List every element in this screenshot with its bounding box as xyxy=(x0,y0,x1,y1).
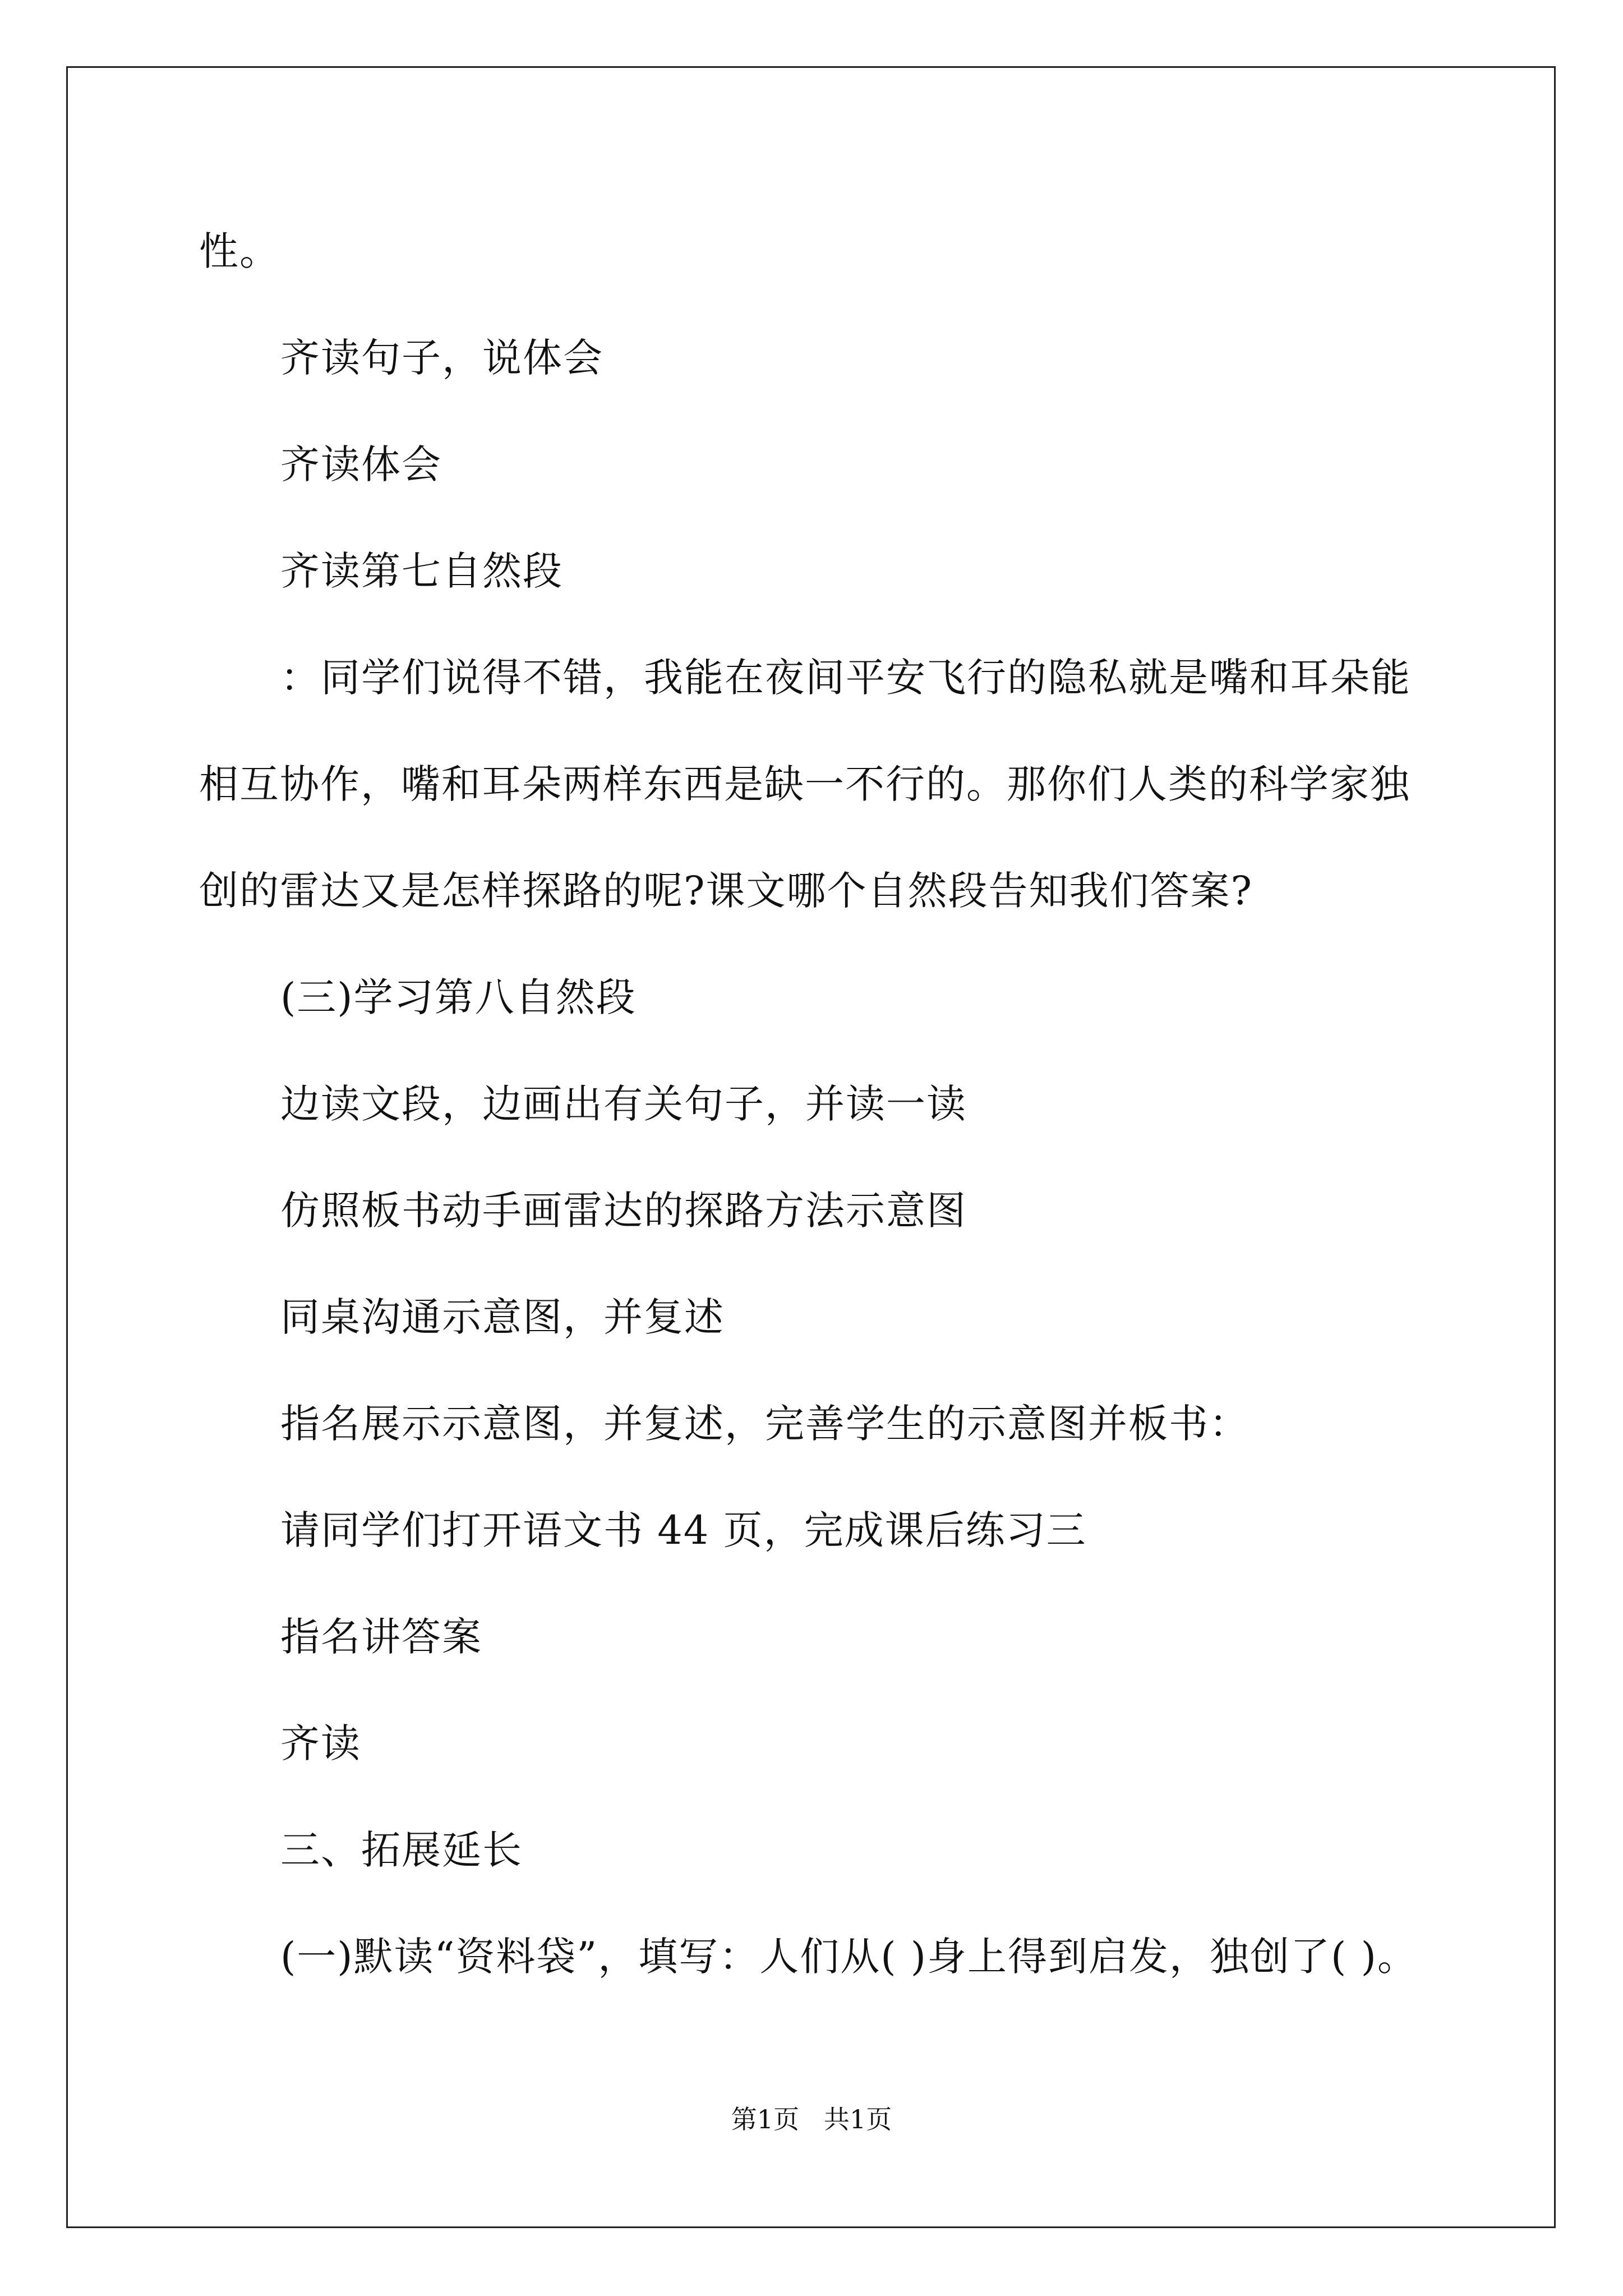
text-line: 齐读 xyxy=(280,1720,361,1766)
text-line: 齐读句子，说体会 xyxy=(280,335,603,381)
text-line: 指名讲答案 xyxy=(280,1614,482,1660)
text-line: ：同学们说得不错，我能在夜间平安飞行的隐私就是嘴和耳朵能 xyxy=(280,655,1411,701)
text-line: 仿照板书动手画雷达的探路方法示意图 xyxy=(280,1188,967,1234)
text-line: 指名展示示意图，并复述，完善学生的示意图并板书： xyxy=(280,1401,1249,1447)
text-line: 三、拓展延长 xyxy=(280,1827,523,1873)
text-line: 相互协作，嘴和耳朵两样东西是缺一不行的。那你们人类的科学家独 xyxy=(199,761,1410,807)
text-line: 同桌沟通示意图，并复述 xyxy=(280,1294,725,1340)
text-line: 齐读第七自然段 xyxy=(280,548,563,594)
text-line: 齐读体会 xyxy=(280,441,442,487)
text-line: 性。 xyxy=(199,228,280,274)
text-line: 创的雷达又是怎样探路的呢?课文哪个自然段告知我们答案? xyxy=(199,868,1253,914)
text-line: (三)学习第八自然段 xyxy=(280,974,637,1020)
text-line: 请同学们打开语文书 44 页，完成课后练习三 xyxy=(280,1507,1087,1553)
page-footer: 第1页 共1页 xyxy=(731,2104,892,2134)
page-border xyxy=(66,66,1556,2228)
text-line: 边读文段，边画出有关句子，并读一读 xyxy=(280,1081,967,1127)
text-line: (一)默读“资料袋”，填写：人们从( )身上得到启发，独创了( )。 xyxy=(280,1934,1418,1980)
